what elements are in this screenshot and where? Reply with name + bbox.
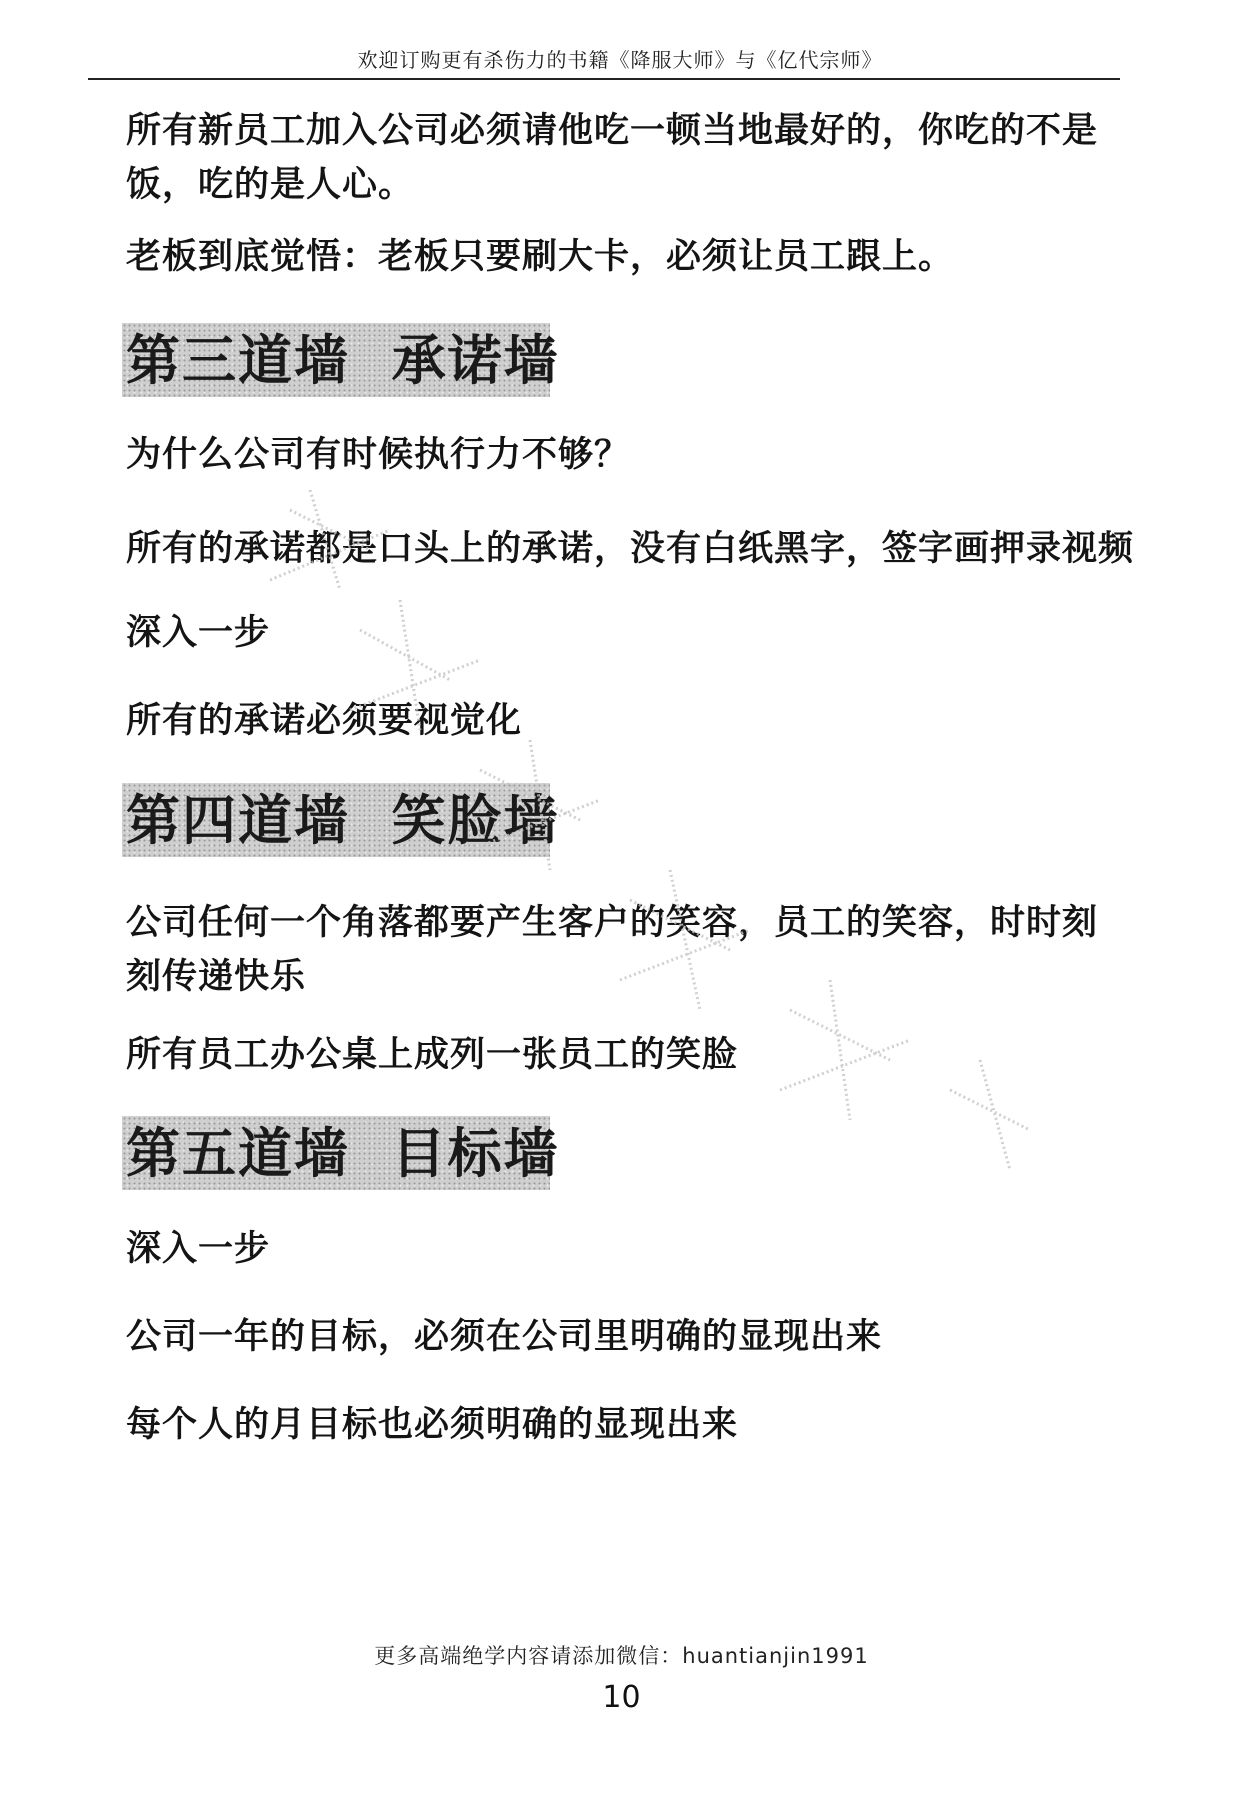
- paragraph-execution-question: 为什么公司有时候执行力不够？: [126, 435, 631, 475]
- section-heading-commitment-wall: [122, 323, 560, 397]
- section-heading-smile-wall: [122, 783, 560, 857]
- section-heading-text: 第四道墙 笑脸墙: [126, 788, 560, 852]
- section-heading-text: 第五道墙 目标墙: [126, 1121, 560, 1185]
- page-footer: 更多高端绝学内容请添加微信：huantianjin1991: [374, 1644, 869, 1668]
- page-header: 欢迎订购更有杀伤力的书籍《降服大师》与《亿代宗师》: [357, 48, 883, 72]
- paragraph-go-deeper-1: 深入一步: [126, 613, 271, 653]
- page-number: 10: [602, 1680, 641, 1715]
- section-heading-goal-wall: [122, 1116, 560, 1190]
- paragraph-desk-smile-photos: 所有员工办公桌上成列一张员工的笑脸: [126, 1035, 739, 1075]
- paragraph-yearly-goals: 公司一年的目标，必须在公司里明确的显现出来: [126, 1317, 883, 1357]
- paragraph-customer-smiles: 公司任何一个角落都要产生客户的笑容，员工的笑容，时时刻刻传递快乐: [126, 903, 1099, 997]
- paragraph-go-deeper-2: 深入一步: [126, 1229, 271, 1269]
- paragraph-new-employee-meal: 所有新员工加入公司必须请他吃一顿当地最好的，你吃的不是饭，吃的是人心。: [126, 111, 1099, 205]
- paragraph-visualize-commitments: 所有的承诺必须要视觉化: [126, 701, 523, 741]
- header-divider: [88, 78, 1120, 80]
- paragraph-boss-awareness: 老板到底觉悟：老板只要刷大卡，必须让员工跟上。: [126, 237, 955, 277]
- section-heading-text: 第三道墙 承诺墙: [126, 328, 560, 392]
- paragraph-monthly-goals: 每个人的月目标也必须明确的显现出来: [126, 1405, 739, 1445]
- paragraph-verbal-commitments: 所有的承诺都是口头上的承诺，没有白纸黑字，签字画押录视频: [126, 529, 1135, 569]
